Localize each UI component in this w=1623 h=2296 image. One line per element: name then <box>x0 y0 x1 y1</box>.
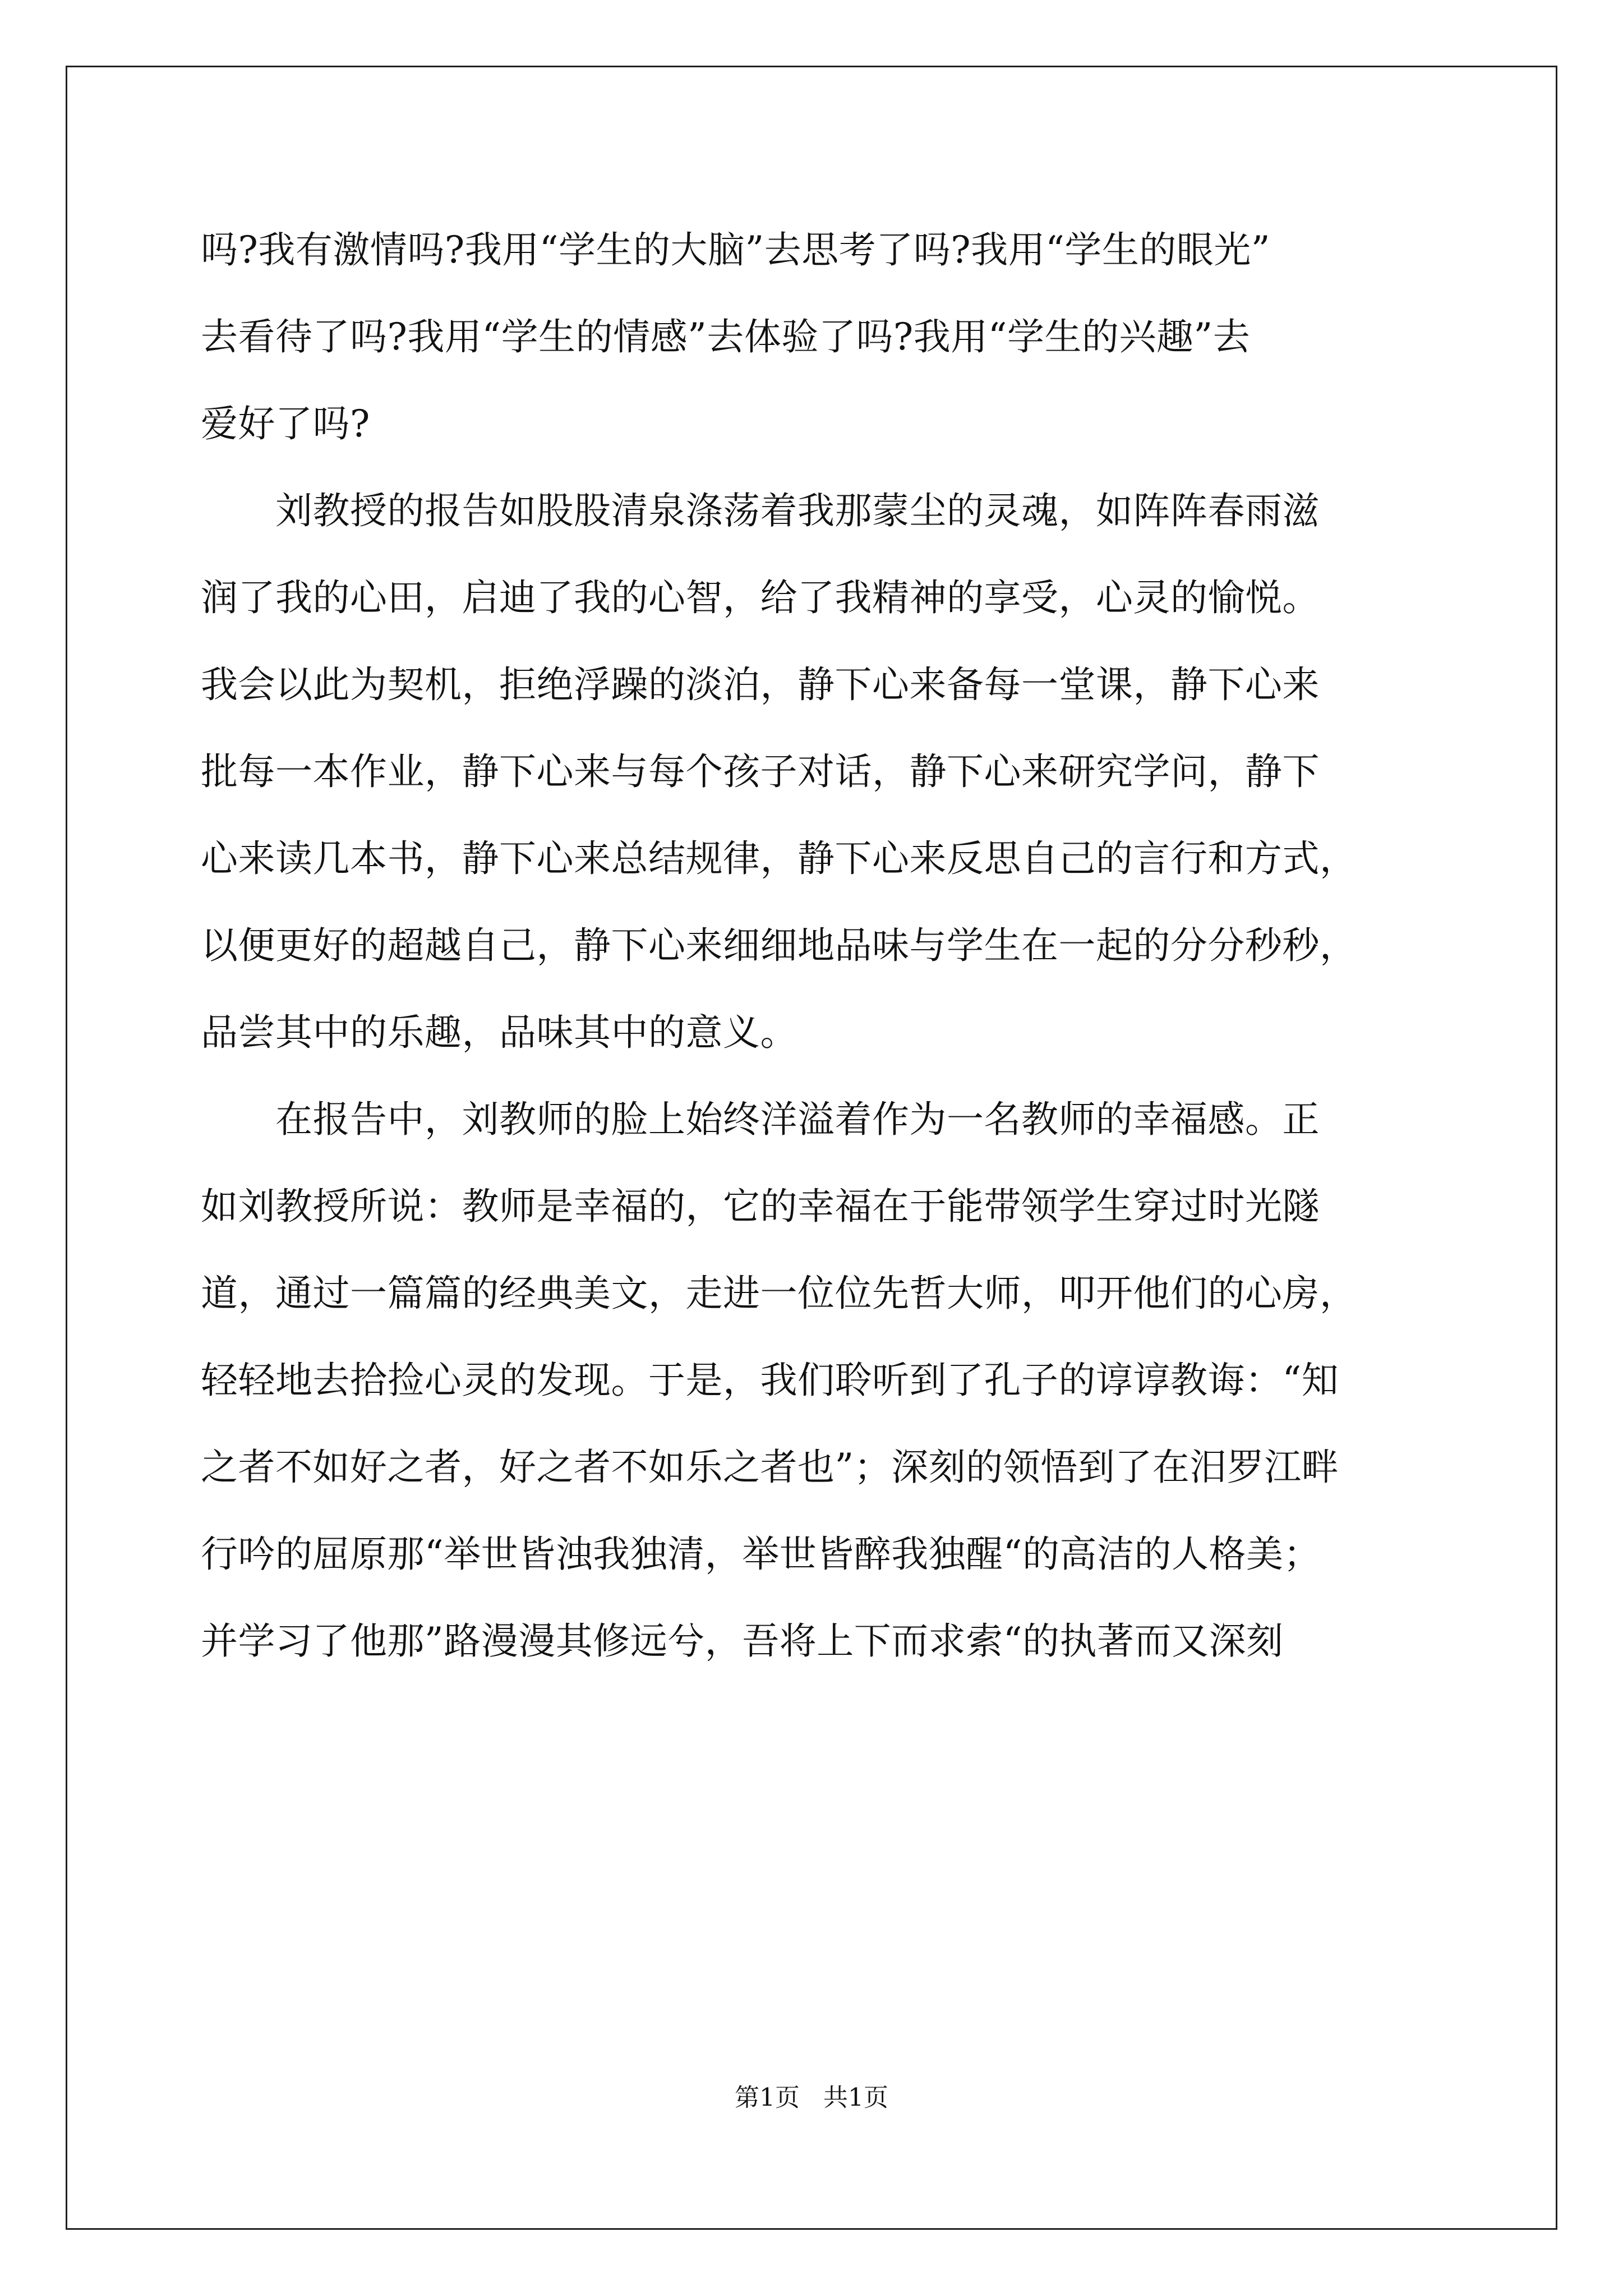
text-line: 吗?我有激情吗?我用“学生的大脑”去思考了吗?我用“学生的眼光” <box>201 228 1271 272</box>
document-body <box>201 206 1430 1685</box>
text-line: 刘教授的报告如股股清泉涤荡着我那蒙尘的灵魂，如阵阵春雨滋 <box>201 489 1320 532</box>
text-line: 我会以此为契机，拒绝浮躁的淡泊，静下心来备每一堂课，静下心来 <box>201 663 1320 706</box>
page-total: 共1页 <box>823 2083 888 2112</box>
text-line: 并学习了他那”路漫漫其修远兮，吾将上下而求索“的执著而又深刻 <box>201 1619 1284 1663</box>
text-line: 批每一本作业，静下心来与每个孩子对话，静下心来研究学问，静下 <box>201 750 1320 793</box>
text-line: 心来读几本书，静下心来总结规律，静下心来反思自己的言行和方式， <box>201 837 1357 880</box>
page-number: 第1页 <box>735 2083 800 2112</box>
text-line: 轻轻地去拾捡心灵的发现。于是，我们聆听到了孔子的谆谆教诲：“知 <box>201 1359 1339 1402</box>
text-line: 如刘教授所说：教师是幸福的，它的幸福在于能带领学生穿过时光隧 <box>201 1185 1320 1228</box>
text-line: 道，通过一篇篇的经典美文，走进一位位先哲大师，叩开他们的心房， <box>201 1272 1357 1315</box>
text-line: 行吟的屈原那“举世皆浊我独清，举世皆醉我独醒“的高洁的人格美； <box>201 1533 1321 1576</box>
page-footer <box>0 2081 1623 2115</box>
text-line: 润了我的心田，启迪了我的心智，给了我精神的享受，心灵的愉悦。 <box>201 576 1320 619</box>
text-line: 品尝其中的乐趣，品味其中的意义。 <box>201 1011 797 1054</box>
text-line: 去看待了吗?我用“学生的情感”去体验了吗?我用“学生的兴趣”去 <box>201 315 1251 358</box>
text-line: 以便更好的超越自己，静下心来细细地品味与学生在一起的分分秒秒， <box>201 924 1357 967</box>
text-line: 爱好了吗? <box>201 402 370 445</box>
text-line: 之者不如好之者，好之者不如乐之者也”；深刻的领悟到了在汨罗江畔 <box>201 1446 1339 1489</box>
text-line: 在报告中，刘教师的脸上始终洋溢着作为一名教师的幸福感。正 <box>201 1098 1320 1141</box>
